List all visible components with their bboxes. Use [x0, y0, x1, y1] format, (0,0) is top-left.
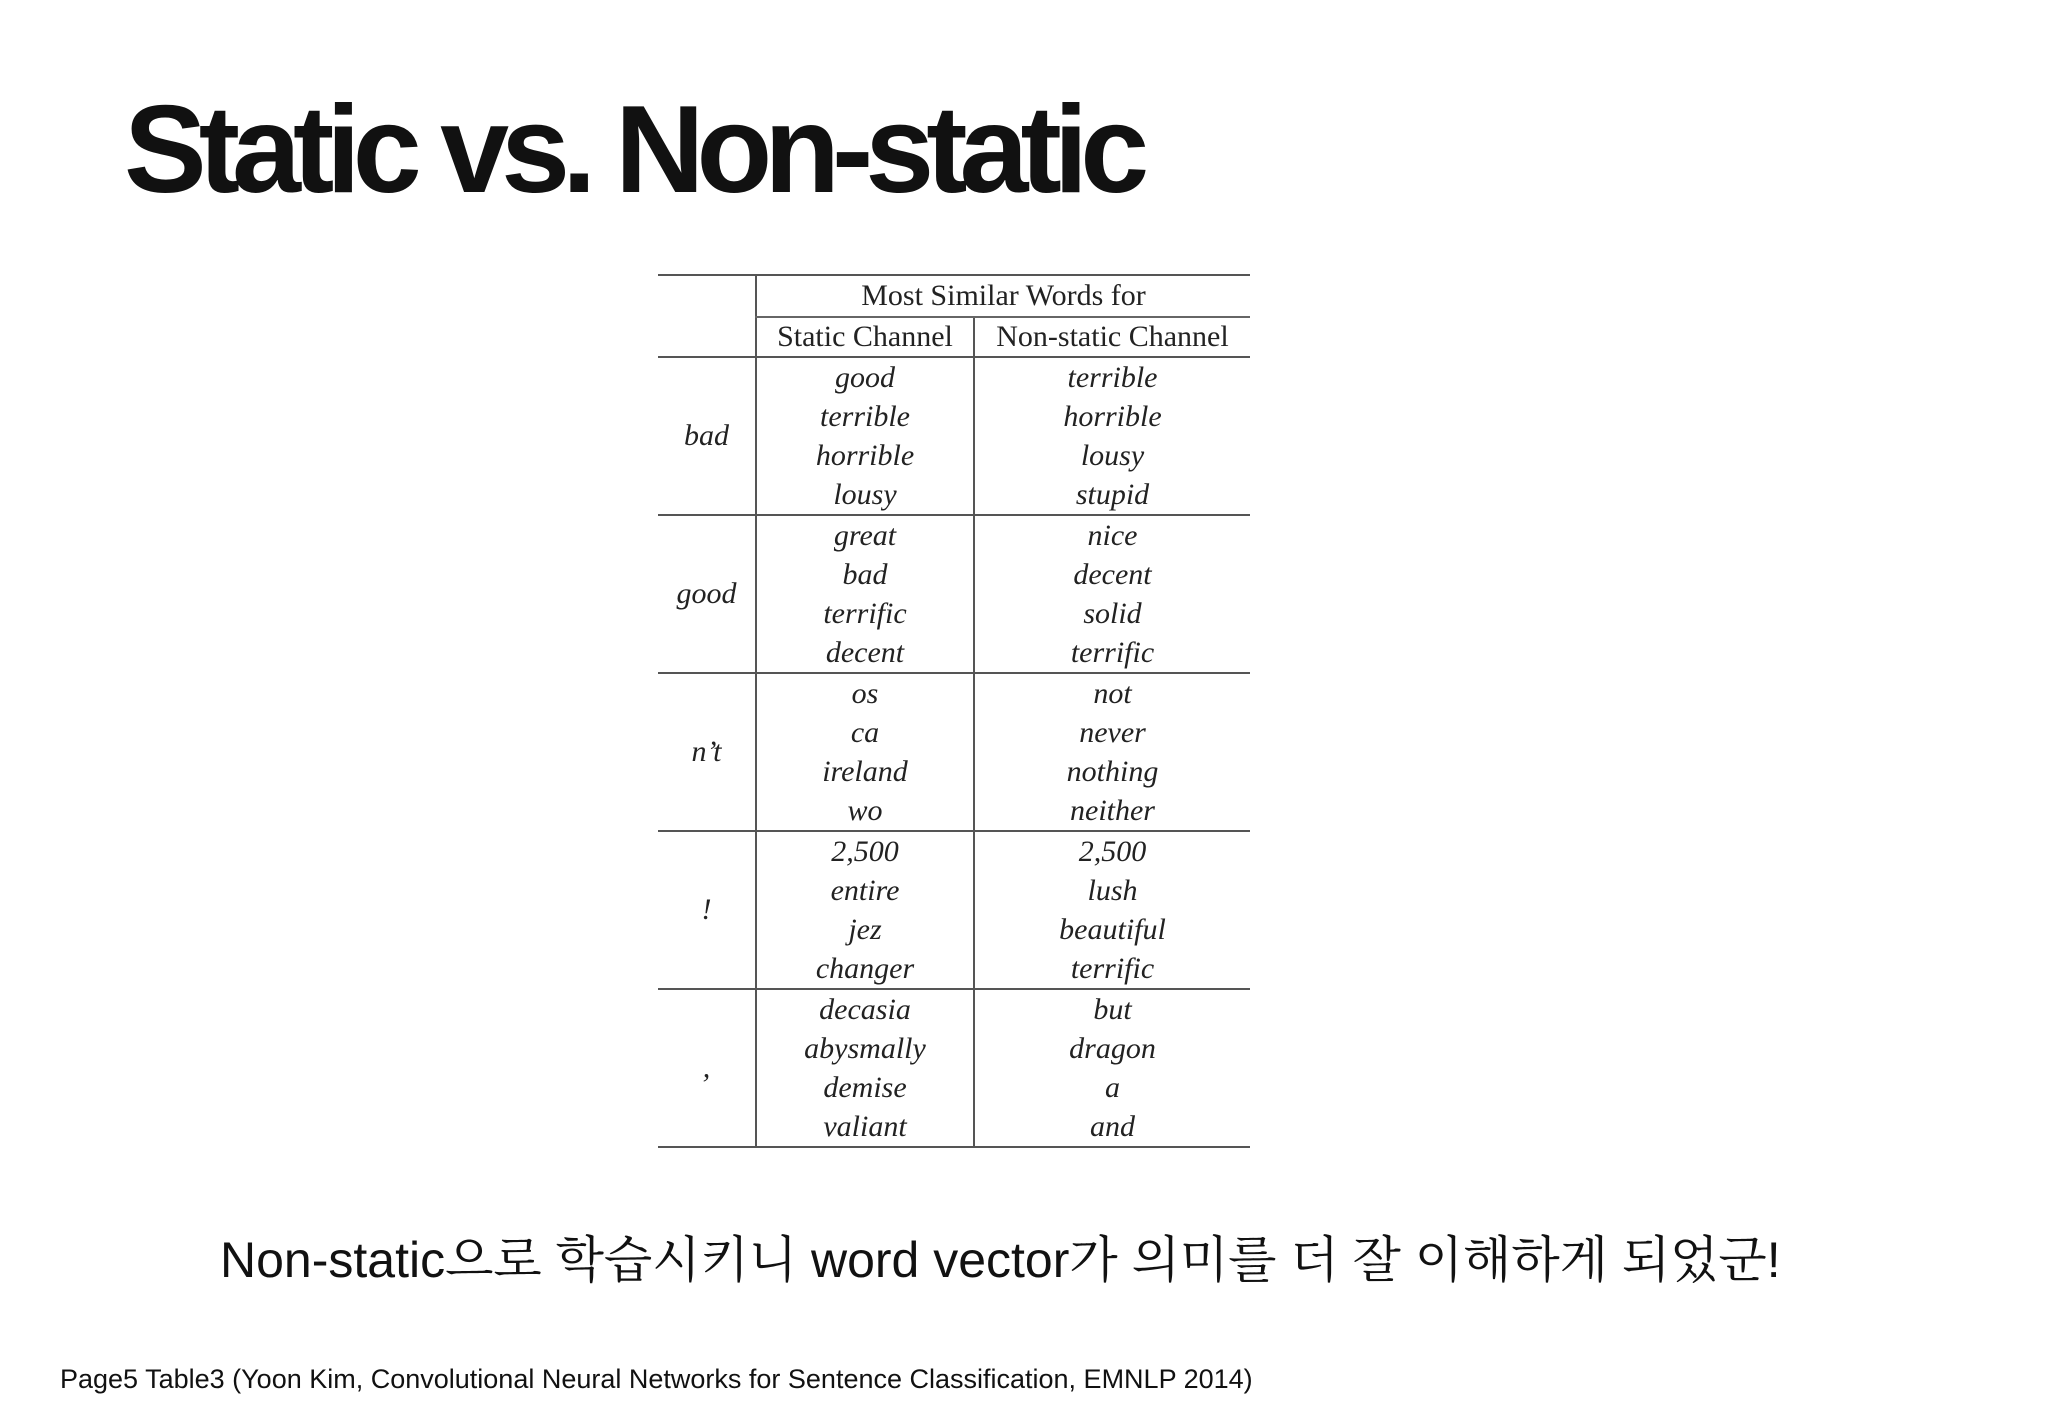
- static-similar-word: os: [851, 677, 879, 710]
- nonstatic-similar-word: nothing: [1066, 755, 1159, 788]
- table-header-row: [658, 275, 1250, 317]
- nonstatic-similar-word: not: [1093, 677, 1132, 710]
- nonstatic-similar-word: solid: [1083, 597, 1142, 630]
- nonstatic-similar-word: a: [1105, 1071, 1120, 1104]
- group-header: Most Similar Words for: [756, 275, 1250, 317]
- slide-caption: Non-static으로 학습시키니 word vector가 의미를 더 잘 이해하게 되었군!: [220, 1232, 1781, 1288]
- table-subheader-row: [658, 317, 1250, 357]
- static-similar-word: abysmally: [804, 1032, 926, 1065]
- query-word: good: [658, 515, 756, 673]
- static-similar-word: terrible: [820, 400, 910, 433]
- query-word: !: [658, 831, 756, 989]
- static-similar-word: wo: [847, 794, 883, 827]
- nonstatic-similar-word: lousy: [1080, 439, 1145, 472]
- static-similar-word: bad: [842, 558, 888, 591]
- table-row: [658, 515, 1250, 673]
- nonstatic-similar-words: [974, 515, 1250, 673]
- static-similar-word: great: [833, 519, 897, 552]
- nonstatic-similar-words: [974, 673, 1250, 831]
- slide-title: Static vs. Non-static: [124, 81, 1142, 219]
- static-similar-words: [756, 515, 974, 673]
- static-similar-words: [756, 989, 974, 1147]
- static-similar-word: valiant: [823, 1110, 907, 1143]
- nonstatic-similar-word: terrific: [1070, 952, 1155, 985]
- nonstatic-similar-word: decent: [1073, 558, 1152, 591]
- table-body: [658, 357, 1250, 1147]
- nonstatic-similar-words: [974, 989, 1250, 1147]
- static-similar-word: decent: [825, 636, 905, 669]
- query-word: n’t: [658, 673, 756, 831]
- similar-words-table-container: [658, 274, 1250, 1143]
- static-similar-word: terrific: [823, 597, 907, 630]
- nonstatic-similar-word: dragon: [1069, 1032, 1156, 1065]
- static-similar-word: entire: [830, 874, 900, 907]
- static-similar-words: [756, 357, 974, 515]
- nonstatic-similar-words: [974, 831, 1250, 989]
- similar-words-table: [658, 274, 1250, 1148]
- table-row: [658, 357, 1250, 515]
- nonstatic-similar-word: horrible: [1063, 400, 1162, 433]
- nonstatic-similar-word: and: [1090, 1110, 1135, 1143]
- static-similar-word: jez: [848, 913, 882, 946]
- static-similar-word: lousy: [833, 478, 897, 511]
- static-similar-word: ireland: [822, 755, 908, 788]
- static-similar-word: good: [835, 361, 895, 394]
- citation-footnote: Page5 Table3 (Yoon Kim, Convolutional Neural Networks for Sentence Classification, EMNLP 2014): [60, 1364, 1253, 1394]
- header-empty-cell: [658, 275, 756, 317]
- table-row: [658, 673, 1250, 831]
- nonstatic-similar-word: nice: [1087, 519, 1138, 552]
- table-row: [658, 989, 1250, 1147]
- nonstatic-similar-word: terrible: [1067, 361, 1158, 394]
- nonstatic-similar-word: neither: [1070, 794, 1155, 827]
- nonstatic-similar-word: stupid: [1075, 478, 1150, 511]
- static-similar-word: decasia: [819, 993, 911, 1026]
- subheader-empty-cell: [658, 317, 756, 357]
- nonstatic-similar-words: [974, 357, 1250, 515]
- table-row: [658, 831, 1250, 989]
- static-similar-words: [756, 831, 974, 989]
- nonstatic-similar-word: 2,500: [1078, 835, 1147, 868]
- static-similar-words: [756, 673, 974, 831]
- query-word: bad: [658, 357, 756, 515]
- static-channel-header: Static Channel: [756, 317, 974, 357]
- static-similar-word: changer: [815, 952, 915, 985]
- nonstatic-similar-word: but: [1093, 993, 1132, 1026]
- query-word: ,: [658, 989, 756, 1147]
- nonstatic-similar-word: lush: [1087, 874, 1138, 907]
- nonstatic-similar-word: beautiful: [1059, 913, 1166, 946]
- static-similar-word: 2,500: [831, 835, 899, 868]
- nonstatic-similar-word: terrific: [1070, 636, 1155, 669]
- static-similar-word: horrible: [815, 439, 915, 472]
- nonstatic-channel-header: Non-static Channel: [974, 317, 1250, 357]
- nonstatic-similar-word: never: [1079, 716, 1146, 749]
- static-similar-word: ca: [850, 716, 880, 749]
- static-similar-word: demise: [823, 1071, 907, 1104]
